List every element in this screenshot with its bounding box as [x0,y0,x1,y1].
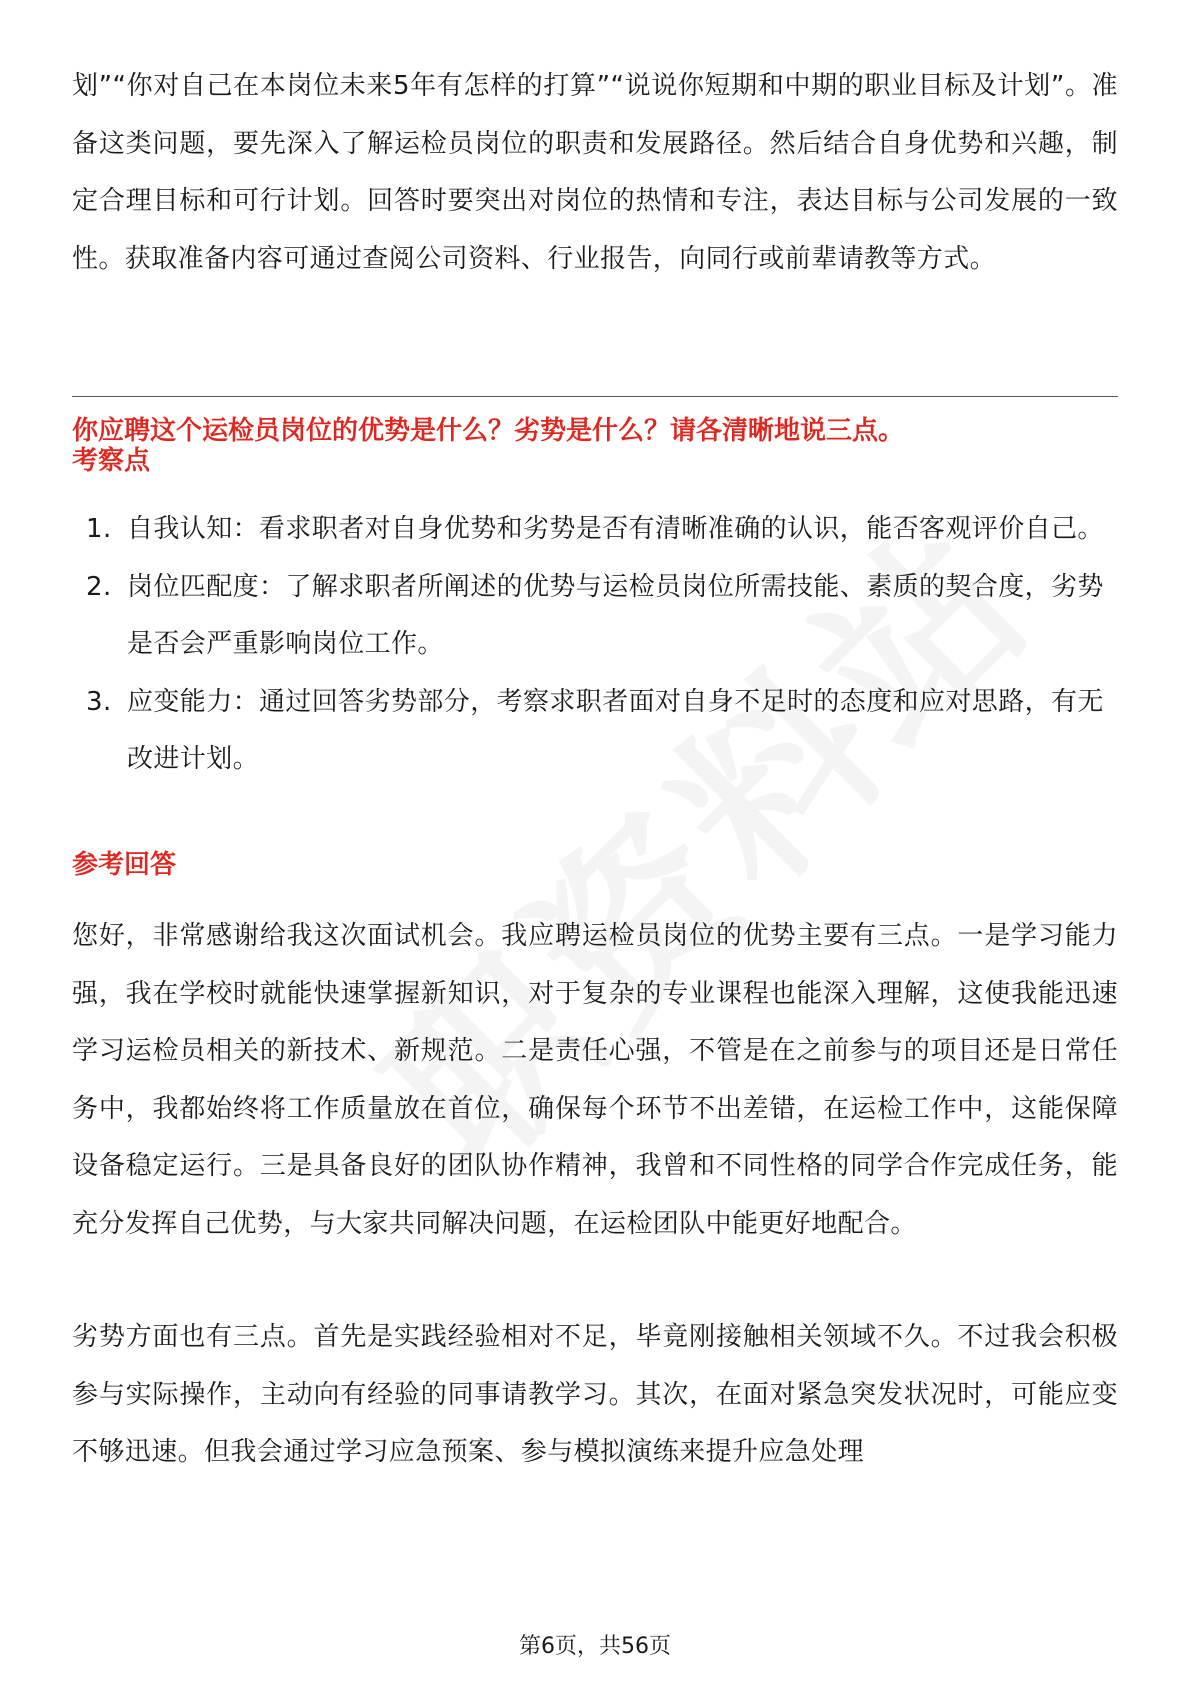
list-number: 3. [86,686,112,717]
intro-paragraph: 划”“你对自己在本岗位未来5年有怎样的打算”“说说你短期和中期的职业目标及计划”。准备这类问题，要先深入了解运检员岗位的职责和发展路径。然后结合自身优势和兴趣，制定合理目标和可行计划。回答时要突出对岗位的热情和专注，表达目标与公司发展的一致性。获取准备内容可通过查阅公司资料、行业报告，向同行或前辈请教等方式。 [72,71,1118,274]
exam-points-list [72,501,1118,789]
list-item [72,501,1118,559]
reference-paragraph-2: 劣势方面也有三点。首先是实践经验相对不足，毕竟刚接触相关领域不久。不过我会积极参与实际操作，主动向有经验的同事请教学习。其次，在面对紧急突发状况时，可能应变不够迅速。但我会通过学习应急预案、参与模拟演练来提升应急处理 [72,1322,1118,1467]
list-text: 岗位匹配度：了解求职者所阐述的优势与运检员岗位所需技能、素质的契合度，劣势是否会严重影响岗位工作。 [127,571,1104,659]
list-text: 应变能力：通过回答劣势部分，考察求职者面对自身不足时的态度和应对思路，有无改进计划。 [127,686,1104,774]
intro-block [72,58,1118,288]
reference-title: 参考回答 [72,850,177,880]
list-item [72,674,1118,789]
list-number: 2. [86,571,112,602]
question-heading: 你应聘这个运检员岗位的优势是什么？劣势是什么？请各清晰地说三点。 [72,416,905,446]
section-divider [72,396,1118,397]
exam-points-title: 考察点 [72,446,151,476]
list-item [72,559,1118,674]
list-number: 1. [86,514,112,544]
reference-answer-2 [72,1309,1118,1482]
reference-paragraph-1: 您好，非常感谢给我这次面试机会。我应聘运检员岗位的优势主要有三点。一是学习能力强，我在学校时就能快速掌握新知识，对于复杂的专业课程也能深入理解，这使我能迅速学习运检员相关的新技术、新规范。二是责任心强，不管是在之前参与的项目还是日常任务中，我都始终将工作质量放在首位，确保每个环节不出差错，在运检工作中，这能保障设备稳定运行。三是具备良好的团队协作精神，我曾和不同性格的同学合作完成任务，能充分发挥自己优势，与大家共同解决问题，在运检团队中能更好地配合。 [72,921,1118,1239]
list-text: 自我认知：看求职者对自身优势和劣势是否有清晰准确的认识，能否客观评价自己。 [127,514,1104,544]
reference-answer-1 [72,908,1118,1253]
page-footer: 第6页，共56页 [519,1634,671,1659]
